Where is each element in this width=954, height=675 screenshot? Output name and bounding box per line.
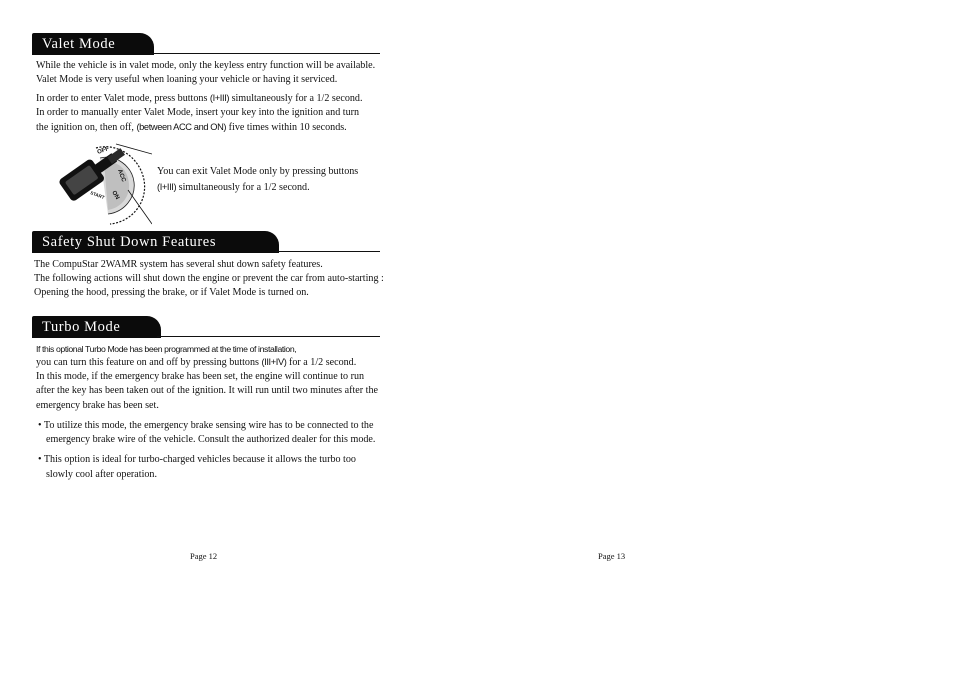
valet-exit-line [157, 180, 310, 196]
ignition-label-start: START [89, 190, 106, 200]
turbo-bullet-line: • To utilize this mode, the emergency brake sensing wire has to be connected to the [38, 420, 374, 431]
valet-manual-line: In order to manually enter Valet Mode, insert your key into the ignition and turn [36, 107, 360, 118]
text-segment: simultaneously for a 1/2 second. [229, 93, 363, 104]
valet-enter-line [36, 91, 362, 107]
text-segment: In order to enter Valet mode, press buttons [36, 93, 210, 104]
turbo-note: If this optional Turbo Mode has been programmed at the time of installation, [36, 344, 297, 354]
valet-paragraph-line: While the vehicle is in valet mode, only the keyless entry function will be available. [36, 60, 376, 71]
safety-paragraph-line: The CompuStar 2WAMR system has several shut down safety features. [34, 259, 323, 270]
button-combo: (I+III) [157, 182, 177, 192]
ignition-key-illustration [56, 140, 152, 226]
valet-exit-line: You can exit Valet Mode only by pressing buttons [157, 166, 359, 177]
text-segment: simultaneously for a 1/2 second. [176, 182, 310, 193]
text-segment: the ignition on, then off, [36, 122, 137, 133]
safety-paragraph-line: The following actions will shut down the engine or prevent the car from auto-starting : [34, 273, 384, 284]
safety-paragraph-line: Opening the hood, pressing the brake, or if Valet Mode is turned on. [34, 287, 309, 298]
text-segment: you can turn this feature on and off by pressing buttons [36, 357, 262, 368]
page-13 [477, 0, 954, 675]
heading-rule [150, 53, 380, 54]
turbo-bullet-line: slowly cool after operation. [46, 469, 157, 480]
text-segment: for a 1/2 second. [286, 357, 357, 368]
page-number: Page 12 [190, 551, 218, 561]
button-combo: (III+IV) [261, 357, 287, 367]
turbo-mode-title: Turbo Mode [32, 316, 161, 338]
turbo-paragraph-line: In this mode, if the emergency brake has been set, the engine will continue to run [36, 371, 365, 382]
ignition-range: (between ACC and ON) [136, 122, 227, 132]
text-segment: five times within 10 seconds. [226, 122, 347, 133]
valet-paragraph-line: Valet Mode is very useful when loaning your vehicle or having it serviced. [36, 74, 338, 85]
page-number: Page 13 [598, 551, 626, 561]
heading-rule [157, 336, 380, 337]
turbo-paragraph-line: emergency brake has been set. [36, 400, 159, 411]
turbo-bullet-line: • This option is ideal for turbo-charged vehicles because it allows the turbo too [38, 454, 356, 465]
turbo-paragraph-line: after the key has been taken out of the ignition. It will run until two minutes after the [36, 385, 378, 396]
button-combo: (I+III) [209, 93, 230, 103]
ignition-label-on: ON [110, 190, 120, 201]
turbo-bullet-line: emergency brake wire of the vehicle. Consult the authorized dealer for this mode. [46, 434, 376, 445]
ignition-label-acc: ACC [116, 168, 127, 183]
heading-rule [275, 251, 380, 252]
turbo-paragraph-line [36, 355, 356, 371]
ignition-label-off: OFF [96, 146, 110, 156]
valet-mode-title: Valet Mode [32, 33, 154, 55]
safety-shutdown-title: Safety Shut Down Features [32, 231, 279, 253]
valet-manual-line [36, 120, 347, 136]
